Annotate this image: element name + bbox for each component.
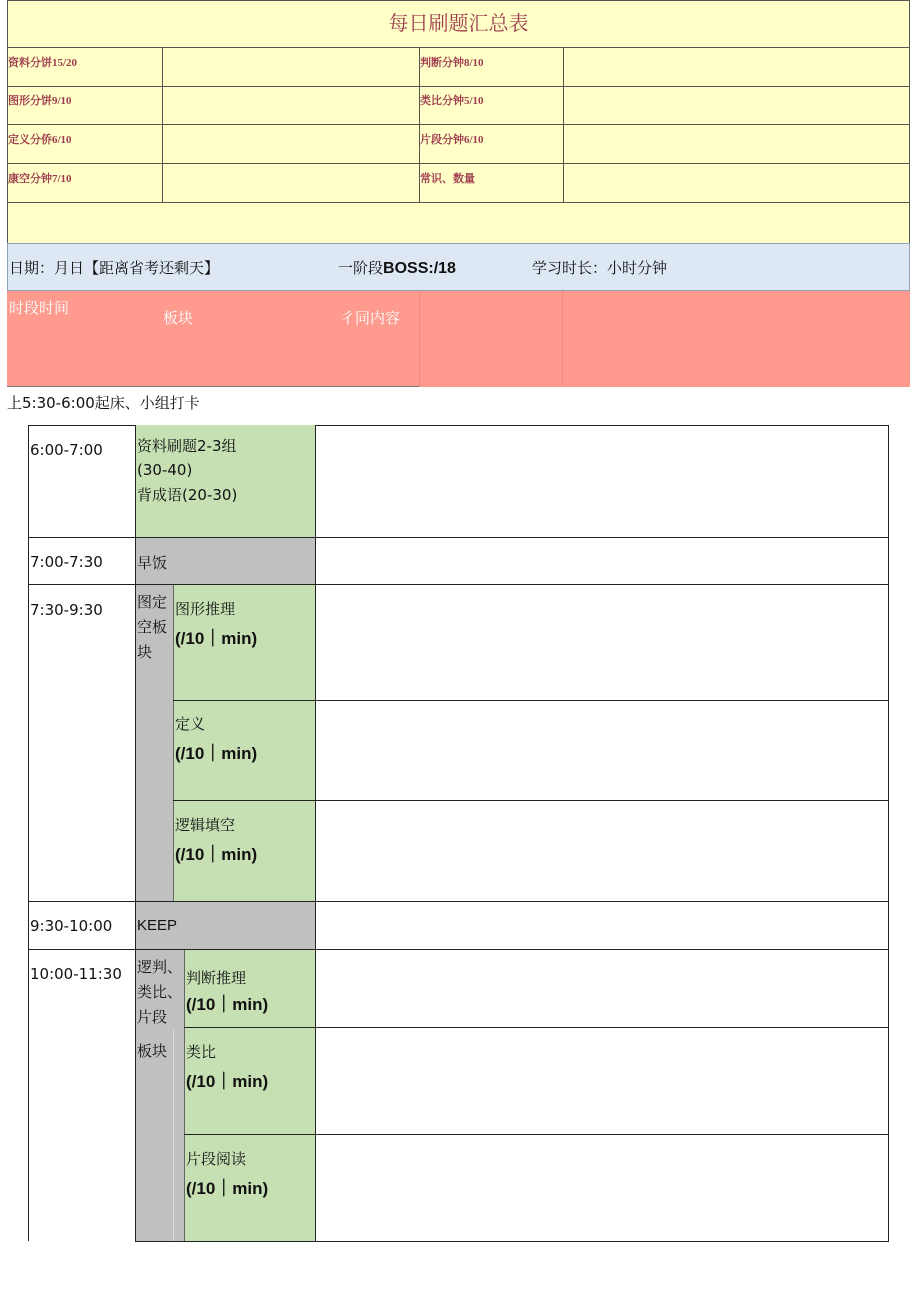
rule xyxy=(28,425,29,1241)
rule xyxy=(173,700,889,701)
block-line: 逻判、 xyxy=(137,958,183,976)
task-label: KEEP xyxy=(137,917,178,934)
sub-name: 逻辑填空 xyxy=(175,816,236,834)
date-text: 日期：月日【距离省考还剩天】 xyxy=(9,259,220,277)
rule xyxy=(184,1134,889,1135)
header-block: 板块 xyxy=(163,309,194,327)
rule xyxy=(419,291,420,387)
summary-label: 康空分钟7/10 xyxy=(8,173,72,185)
rule xyxy=(7,202,910,203)
block-line: 板块 xyxy=(137,1042,168,1060)
block-line: 图定 xyxy=(137,593,168,611)
row-time: 10:00-11:30 xyxy=(30,965,122,983)
block-line: 空板 xyxy=(137,618,168,636)
rule xyxy=(7,86,910,87)
rule xyxy=(7,47,910,48)
rule xyxy=(7,386,419,387)
rule xyxy=(563,47,564,203)
row-time: 7:00-7:30 xyxy=(30,553,103,571)
sub-score: (/10｜min) xyxy=(175,744,258,763)
sub-score: (/10｜min) xyxy=(175,629,258,648)
task-line: 资料刷题2-3组 xyxy=(137,437,237,455)
boss-label xyxy=(338,257,456,278)
summary-label: 类比分钟5/10 xyxy=(420,95,484,107)
study-time: 学习时长：小时分钟 xyxy=(532,259,668,277)
summary-label: 图形分饼9/10 xyxy=(8,95,72,107)
sub-name: 定义 xyxy=(175,715,206,733)
summary-label: 资料分饼15/20 xyxy=(8,57,78,69)
boss-value: BOSS:/18 xyxy=(383,260,456,277)
task-line: (30-40) xyxy=(137,461,193,479)
rule xyxy=(173,1030,174,1241)
rule xyxy=(562,291,563,387)
rule xyxy=(173,800,889,801)
rule xyxy=(7,163,910,164)
sub-name: 判断推理 xyxy=(186,969,247,987)
sub-name: 片段阅读 xyxy=(186,1150,247,1168)
block-line: 片段 xyxy=(137,1008,168,1026)
header-content: 彳同内容 xyxy=(340,309,401,327)
summary-title: 每日刷题汇总表 xyxy=(388,13,529,35)
row-time: 6:00-7:00 xyxy=(30,441,103,459)
summary-label: 片段分钟6/10 xyxy=(420,134,484,146)
summary-label: 定义分侨6/10 xyxy=(8,134,72,146)
rule xyxy=(7,124,910,125)
sub-score: (/10｜min) xyxy=(186,995,269,1014)
row-time: 9:30-10:00 xyxy=(30,917,113,935)
sub-name: 图形推理 xyxy=(175,600,236,618)
schedule-header xyxy=(7,291,910,387)
rule xyxy=(135,1241,889,1242)
sub-score: (/10｜min) xyxy=(175,845,258,864)
row-time: 7:30-9:30 xyxy=(30,601,103,619)
sub-score: (/10｜min) xyxy=(186,1072,269,1091)
task-line: 背成语(20-30) xyxy=(137,486,238,504)
summary-label: 常识、数量 xyxy=(420,173,475,185)
rule xyxy=(162,47,163,203)
sub-name: 类比 xyxy=(186,1043,217,1061)
sub-score: (/10｜min) xyxy=(186,1179,269,1198)
wakeup-text: 上5:30-6:00起床、小组打卡 xyxy=(7,394,200,412)
rule xyxy=(184,1027,889,1028)
header-time: 时段时间 xyxy=(9,299,70,317)
task-label: 早饭 xyxy=(137,554,168,572)
block-line: 类比、 xyxy=(137,983,183,1001)
summary-label: 判断分钟8/10 xyxy=(420,57,484,69)
rule xyxy=(888,425,889,1242)
block-line: 块 xyxy=(137,643,153,661)
boss-prefix: 一阶段 xyxy=(338,259,384,277)
